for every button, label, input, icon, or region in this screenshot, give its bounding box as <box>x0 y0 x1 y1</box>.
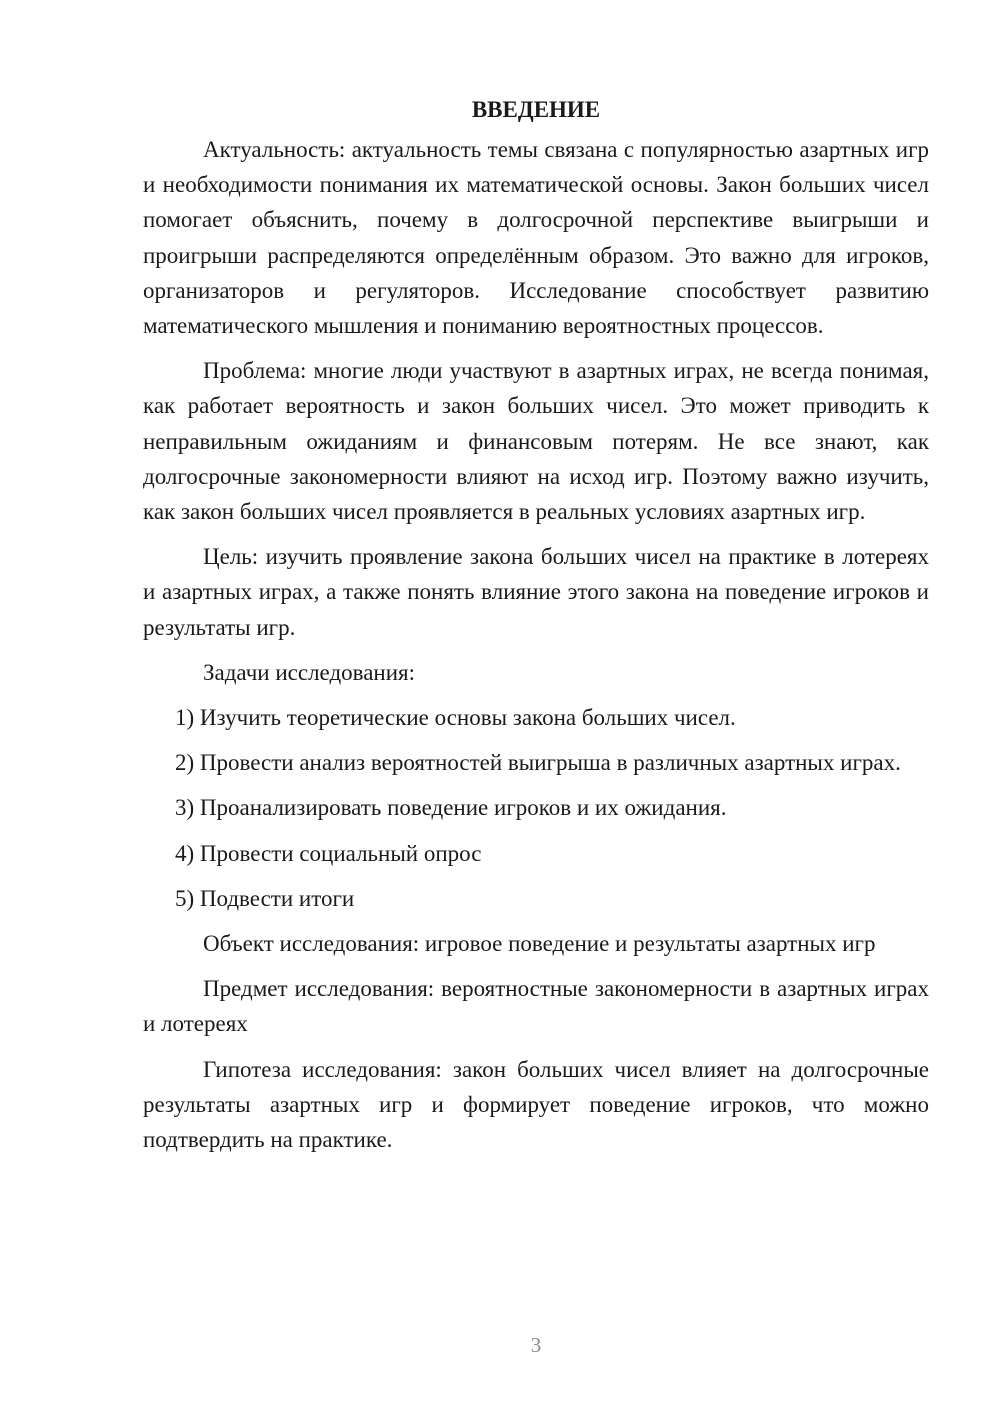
task-item-4: 4) Провести социальный опрос <box>175 840 482 866</box>
task-item-3: 3) Проанализировать поведение игроков и их ожидания. <box>175 795 727 821</box>
tasks-heading: Задачи исследования: <box>203 659 416 685</box>
task-item-2: 2) Провести анализ вероятностей выигрыша в различных азартных играх. <box>175 750 901 776</box>
page-number: 3 <box>530 1333 542 1357</box>
task-item-1: 1) Изучить теоретические основы закона больших чисел. <box>175 705 736 731</box>
page-title: ВВЕДЕНИЕ <box>471 97 601 122</box>
object-paragraph: Объект исследования: игровое поведение и результаты азартных игр <box>203 931 876 957</box>
problem-paragraph: Проблема: многие люди участвуют в азартных играх, не всегда понимая, как работает вероятность и закон больших чисел. Это может приводить к неправильным ожиданиям и финансовым потерям. Не все знают, как долгосрочные закономерности влияют на исход игр. Поэтому важно изучить, как закон больших чисел проявляется в реальных условиях азартных игр. <box>143 358 929 525</box>
subject-paragraph: Предмет исследования: вероятностные закономерности в азартных играх и лотереях <box>143 976 929 1037</box>
relevance-paragraph: Актуальность: актуальность темы связана с популярностью азартных игр и необходимости понимания их математической основы. Закон больших чисел помогает объяснить, почему в долгосрочной перспективе выигрыши и проигрыши распределяются определённым образом. Это важно для игроков, организаторов и регуляторов. Исследование способствует развитию математического мышления и пониманию вероятностных процессов. <box>143 137 929 339</box>
document-page <box>143 92 929 1167</box>
goal-paragraph: Цель: изучить проявление закона больших чисел на практике в лотереях и азартных играх, а также понять влияние этого закона на поведение игроков и результаты игр. <box>143 544 929 640</box>
task-item-5: 5) Подвести итоги <box>175 885 355 911</box>
hypothesis-paragraph: Гипотеза исследования: закон больших чисел влияет на долгосрочные результаты азартных игр и формирует поведение игроков, что можно подтвердить на практике. <box>143 1056 929 1153</box>
